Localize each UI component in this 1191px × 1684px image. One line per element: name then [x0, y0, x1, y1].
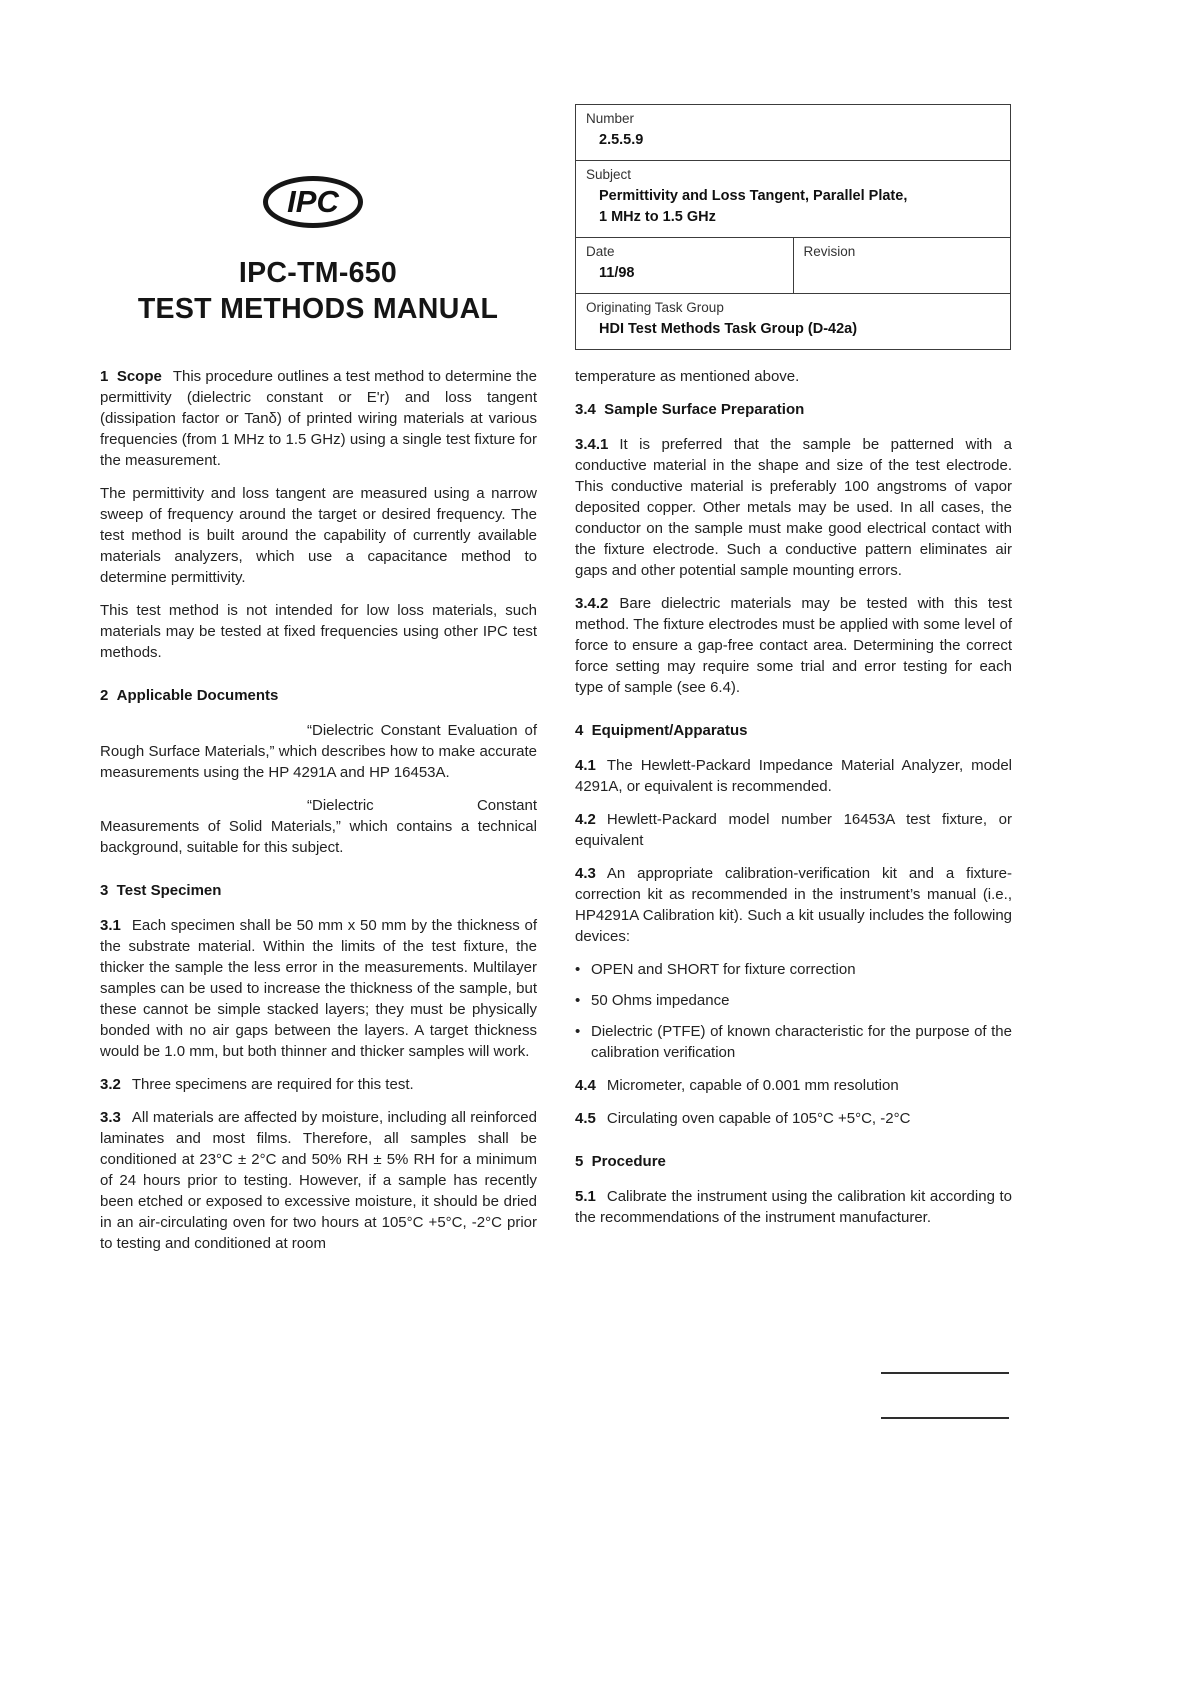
- section-3-4-1-text: It is preferred that the sample be patterned with a conductive material in the shape and size of the test electrode. This conductive material is preferably 100 angstroms of vapor deposited copper. Other metals may be used. In all cases, the conductor on the sample must make good electrical contact with the fixture electrode. Such a conductive pattern eliminates air gaps and other potential sample mounting errors.: [575, 436, 1012, 579]
- heading-applicable-documents: 2 Applicable Documents: [100, 687, 279, 704]
- subject-value-line2: 1 MHz to 1.5 GHz: [599, 209, 716, 226]
- ipc-logo-icon: [263, 176, 363, 228]
- revision-label: Revision: [803, 244, 856, 260]
- para-scope-2: The permittivity and loss tangent are measured using a narrow sweep of frequency around the target or desired frequency. The test method is built around the capability of currently available materials analyzers, which use a capacitance method to determine permittivity.: [100, 485, 537, 586]
- para-continuation: temperature as mentioned above.: [575, 368, 800, 385]
- section-4-1-text: The Hewlett-Packard Impedance Material Analyzer, model 4291A, or equivalent is recommended.: [575, 757, 1012, 795]
- bullet-item-dielectric: [575, 1021, 1012, 1063]
- right-column: [575, 366, 1012, 1240]
- section-4-3-text: An appropriate calibration-verification kit and a fixture-correction kit as recommended in the instrument’s manual (i.e., HP4291A Calibration kit). Such a kit usually includes the following devices:: [575, 865, 1012, 945]
- section-5-1-label: 5.1: [575, 1188, 596, 1205]
- info-row-subject: [576, 161, 1010, 238]
- number-value: 2.5.5.9: [599, 132, 644, 148]
- date-cell: [576, 238, 794, 293]
- left-column: [100, 366, 537, 1266]
- info-row-number: [576, 105, 1010, 161]
- section-1-label: 1 Scope: [100, 368, 162, 385]
- para-3-2: [100, 1074, 537, 1095]
- bullet-icon: •: [575, 992, 581, 1009]
- subject-value: [586, 186, 1000, 228]
- manual-title-line2: TEST METHODS MANUAL: [137, 292, 499, 325]
- section-4-1-label: 4.1: [575, 757, 596, 774]
- footer-rule-2: [881, 1417, 1009, 1419]
- para-scope-3: This test method is not intended for low loss materials, such materials may be tested at fixed frequencies using other IPC test methods.: [100, 602, 537, 661]
- para-document-2: “Dielectric Constant Measurements of Solid Materials,” which contains a technical background, suitable for this subject.: [100, 797, 537, 856]
- revision-cell: [794, 238, 1011, 293]
- bullet-text: Dielectric (PTFE) of known characteristic for the purpose of the calibration verification: [591, 1023, 1012, 1061]
- section-3-3-text: All materials are affected by moisture, including all reinforced laminates and most films. Therefore, all samples shall be conditioned at 23°C ± 2°C and 50% RH ± 5% RH for a minimum of 24 hours prior to testing. However, if a sample has recently been etched or exposed to excessive moisture, it should be dried in an air-circulating oven for two hours at 105°C +5°C, -2°C prior to testing and conditioned at room: [100, 1109, 537, 1252]
- para-5-1: [575, 1186, 1012, 1228]
- para-4-3: [575, 863, 1012, 947]
- heading-test-specimen: 3 Test Specimen: [100, 882, 222, 899]
- para-scope: [100, 366, 537, 471]
- section-3-1-label: 3.1: [100, 917, 121, 934]
- revision-value: [804, 263, 1001, 280]
- para-3-4-2: [575, 593, 1012, 698]
- section-4-4-text: Micrometer, capable of 0.001 mm resolution: [606, 1077, 899, 1094]
- bullet-text: OPEN and SHORT for fixture correction: [591, 961, 856, 978]
- section-3-2-text: Three specimens are required for this test.: [131, 1076, 414, 1093]
- bullet-item-open-short: [575, 959, 1012, 980]
- para-4-2: [575, 809, 1012, 851]
- section-3-3-label: 3.3: [100, 1109, 121, 1126]
- heading-procedure: 5 Procedure: [575, 1153, 666, 1170]
- para-4-5: [575, 1108, 1012, 1129]
- para-3-3: [100, 1107, 537, 1254]
- section-3-4-2-label: 3.4.2: [575, 595, 609, 612]
- section-4-3-label: 4.3: [575, 865, 596, 882]
- section-4-5-text: Circulating oven capable of 105°C +5°C, -2°C: [606, 1110, 911, 1127]
- manual-title-line1: IPC-TM-650: [238, 257, 398, 289]
- task-group-label: Originating Task Group: [586, 300, 724, 316]
- subject-label: Subject: [586, 167, 632, 183]
- para-4-1: [575, 755, 1012, 797]
- section-5-1-text: Calibrate the instrument using the calibration kit according to the recommendations of the instrument manufacturer.: [575, 1188, 1012, 1226]
- info-table: [575, 104, 1011, 350]
- section-3-4-2-text: Bare dielectric materials may be tested with this test method. The fixture electrodes must be applied with some level of force to ensure a gap-free contact area. Determining the correct force setting may require some trial and error testing for each type of sample (see 6.4).: [575, 595, 1012, 696]
- date-value: 11/98: [599, 265, 635, 282]
- heading-sample-surface-preparation: 3.4 Sample Surface Preparation: [575, 401, 805, 418]
- heading-equipment-apparatus: 4 Equipment/Apparatus: [575, 722, 748, 739]
- section-3-2-label: 3.2: [100, 1076, 121, 1093]
- bullet-icon: •: [575, 961, 581, 978]
- info-row-task-group: [576, 294, 1010, 349]
- section-4-2-text: Hewlett-Packard model number 16453A test fixture, or equivalent: [575, 811, 1012, 849]
- footer-rule-1: [881, 1372, 1009, 1374]
- para-3-1: [100, 915, 537, 1062]
- para-4-4: [575, 1075, 1012, 1096]
- ipc-logo-text: IPC: [287, 184, 339, 219]
- subject-value-line1: Permittivity and Loss Tangent, Parallel Plate,: [599, 188, 908, 205]
- section-4-5-label: 4.5: [575, 1110, 596, 1127]
- manual-title: [98, 256, 538, 327]
- number-label: Number: [586, 111, 635, 126]
- task-group-value: HDI Test Methods Task Group (D-42a): [599, 321, 858, 338]
- bullet-item-50-ohms: [575, 990, 1012, 1011]
- section-1-text: This procedure outlines a test method to determine the permittivity (dielectric constant or E'r) and loss tangent (dissipation factor or Tanδ) of printed wiring materials at various frequencies (from 1 MHz to 1.5 GHz) using a single test fixture for the measurement.: [100, 368, 537, 469]
- bullet-icon: •: [575, 1023, 581, 1040]
- date-label: Date: [586, 244, 615, 260]
- bullet-text: 50 Ohms impedance: [591, 992, 730, 1009]
- para-document-1: “Dielectric Constant Evaluation of Rough Surface Materials,” which describes how to make accurate measurements using the HP 4291A and HP 16453A.: [100, 722, 537, 781]
- info-row-date-revision: [576, 238, 1010, 294]
- section-4-4-label: 4.4: [575, 1077, 596, 1094]
- section-4-2-label: 4.2: [575, 811, 596, 828]
- section-3-4-1-label: 3.4.1: [575, 436, 609, 453]
- para-3-4-1: [575, 434, 1012, 581]
- section-3-1-text: Each specimen shall be 50 mm x 50 mm by the thickness of the substrate material. Within the limits of the test fixture, the thicker the sample the less error in the measurements. Multilayer samples can be used to increase the thickness of the sample, but these cannot be simple stacked layers; they must be physically bonded with no air gaps between the layers. A target thickness would be 1.0 mm, but both thinner and thicker samples will work.: [100, 917, 537, 1060]
